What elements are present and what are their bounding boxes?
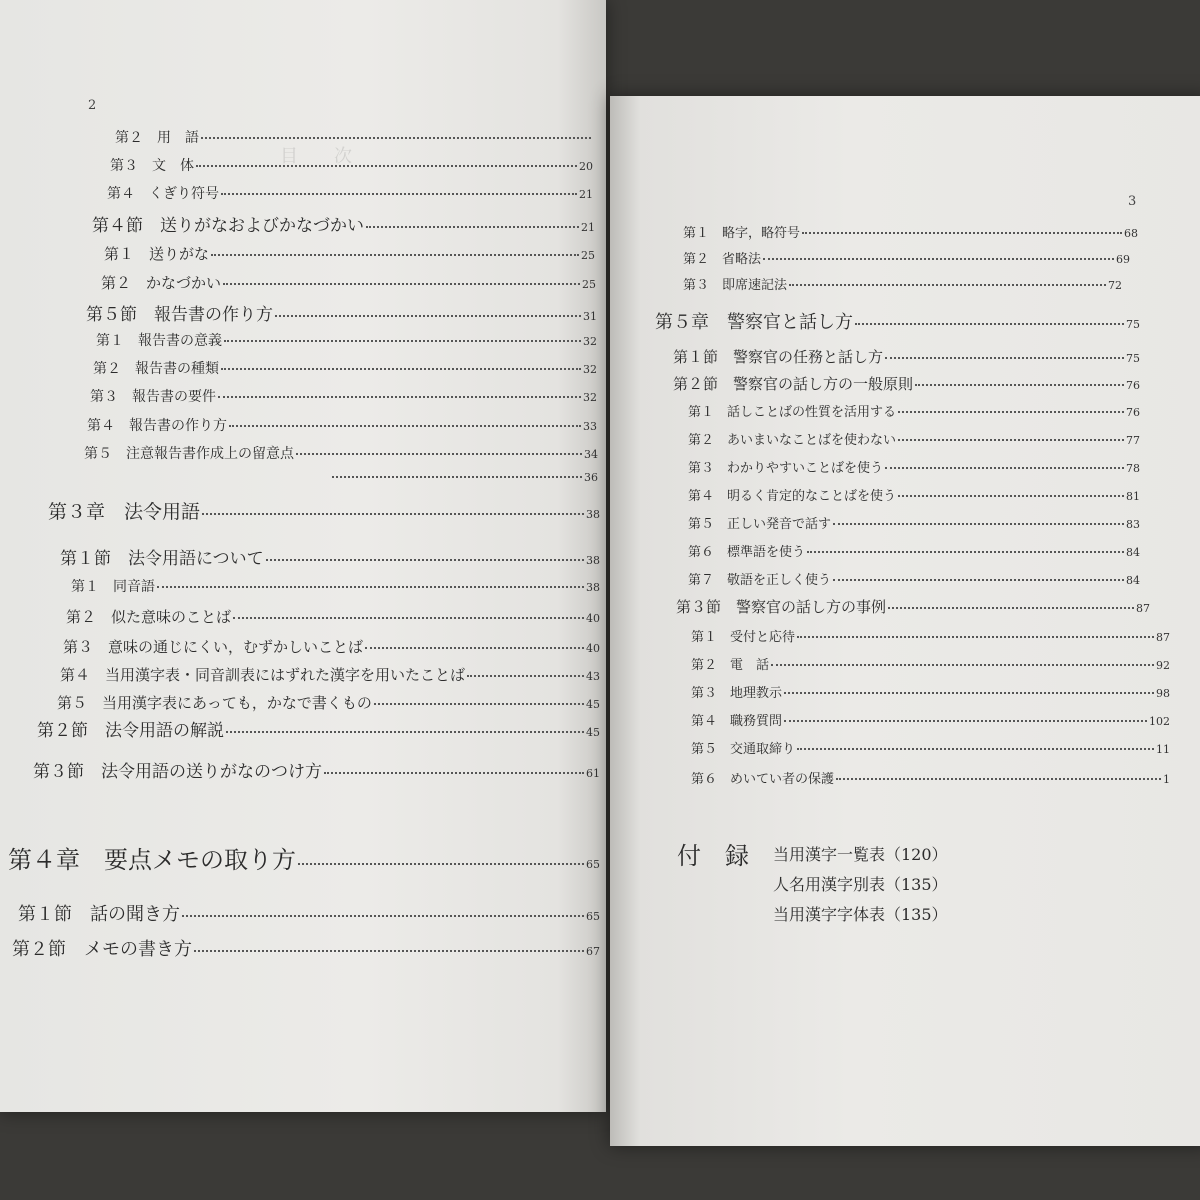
leader-dots — [915, 384, 1124, 386]
toc-entry-page: 21 — [579, 188, 593, 201]
leader-dots — [898, 411, 1124, 413]
toc-entry-label: 第４ 明るく肯定的なことばを使う — [688, 489, 897, 504]
toc-entry — [688, 541, 1140, 560]
leader-dots — [789, 284, 1106, 286]
toc-entry-page: 32 — [583, 391, 597, 404]
toc-entry-label: 第２ 報告書の種類 — [93, 361, 219, 377]
toc-entry — [688, 457, 1140, 476]
toc-entry-label: 第２ 似た意味のことば — [66, 608, 232, 626]
toc-entry-label: 第１節 法令用語について — [60, 549, 264, 569]
toc-entry-page: 65 — [586, 910, 600, 923]
appendix-item: 当用漢字字体表（135） — [773, 905, 948, 924]
toc-entry-page: 32 — [583, 363, 597, 376]
toc-entry — [60, 544, 600, 569]
leader-dots — [833, 579, 1124, 581]
toc-entry — [37, 716, 600, 741]
toc-entry — [92, 211, 595, 236]
toc-entry-page: 38 — [586, 554, 600, 567]
toc-entry-page: 68 — [1124, 227, 1138, 240]
toc-entry-page: 25 — [581, 249, 595, 262]
toc-entry-label: 第６ 標準語を使う — [688, 545, 806, 560]
toc-entry — [107, 183, 593, 203]
toc-entry — [673, 346, 1140, 367]
toc-entry-page: 33 — [583, 420, 597, 433]
toc-entry — [688, 401, 1140, 420]
toc-entry-label: 第１ 同音語 — [71, 579, 155, 595]
leader-dots — [332, 476, 582, 478]
toc-entry-label: 第３ 地理教示 — [691, 686, 783, 701]
toc-entry-page: 21 — [581, 221, 595, 234]
toc-entry — [18, 900, 600, 926]
toc-entry-page: 1 — [1163, 773, 1170, 786]
leader-dots — [784, 692, 1154, 694]
toc-entry-page: 61 — [586, 767, 600, 780]
toc-entry — [84, 443, 598, 463]
toc-entry-page: 72 — [1108, 279, 1122, 292]
toc-entry-page: 38 — [586, 508, 600, 521]
leader-dots — [196, 165, 577, 167]
leader-dots — [784, 720, 1147, 722]
toc-entry-label: 第２ かなづかい — [101, 274, 222, 292]
bleed-through-text: 目 次 — [280, 146, 352, 167]
toc-entry-label: 第１ 送りがな — [104, 245, 210, 263]
toc-entry-page: 31 — [583, 310, 597, 323]
leader-dots — [157, 586, 584, 588]
toc-entry-label: 第２ あいまいなことばを使わない — [688, 433, 897, 448]
leader-dots — [202, 513, 584, 515]
toc-entry — [691, 626, 1170, 645]
toc-entry-label: 第２節 法令用語の解説 — [37, 721, 224, 741]
leader-dots — [888, 607, 1134, 609]
toc-entry-label: 第５ 正しい発音で話す — [688, 517, 832, 532]
leader-dots — [221, 193, 577, 195]
toc-entry-page: 76 — [1126, 379, 1140, 392]
leader-dots — [836, 778, 1161, 780]
toc-entry-page: 69 — [1116, 253, 1130, 266]
toc-entry-label: 第１節 警察官の任務と話し方 — [673, 348, 884, 366]
toc-entry-label: 第４ くぎり符号 — [107, 186, 219, 202]
toc-entry-page: 77 — [1126, 434, 1140, 447]
leader-dots — [797, 636, 1154, 638]
toc-entry-label: 第２ 電 話 — [691, 658, 770, 673]
leader-dots — [296, 453, 582, 455]
leader-dots — [807, 551, 1124, 553]
leader-dots — [374, 703, 584, 705]
toc-entry — [330, 471, 598, 484]
leader-dots — [365, 647, 584, 649]
leader-dots — [229, 425, 581, 427]
toc-entry — [691, 682, 1170, 701]
toc-entry-page: 43 — [586, 670, 600, 683]
leader-dots — [223, 283, 580, 285]
toc-entry — [71, 576, 600, 596]
toc-entry — [101, 272, 596, 293]
right-page — [610, 96, 1200, 1146]
leader-dots — [211, 254, 579, 256]
toc-entry — [688, 429, 1140, 448]
leader-dots — [855, 323, 1124, 325]
leader-dots — [182, 915, 584, 917]
toc-entry-label: 第４章 要点メモの取り方 — [8, 846, 296, 874]
toc-entry — [691, 738, 1170, 757]
toc-entry — [688, 485, 1140, 504]
toc-entry-page: 25 — [582, 278, 596, 291]
leader-dots — [226, 731, 584, 733]
toc-entry-page: 36 — [584, 471, 598, 484]
toc-entry-label: 第２ 省略法 — [683, 252, 762, 267]
toc-entry-label: 第５章 警察官と話し方 — [655, 312, 853, 333]
toc-entry-label: 第３ 文 体 — [110, 158, 194, 174]
toc-entry — [683, 274, 1122, 293]
toc-entry-label: 第７ 敬語を正しく使う — [688, 573, 832, 588]
toc-entry-label: 第１節 話の聞き方 — [18, 904, 180, 925]
leader-dots — [194, 950, 584, 952]
toc-entry-label: 第６ めいてい者の保護 — [691, 772, 835, 787]
toc-entry — [691, 654, 1170, 673]
toc-entry-page: 87 — [1136, 602, 1150, 615]
leader-dots — [221, 368, 581, 370]
toc-entry-page: 40 — [586, 642, 600, 655]
leader-dots — [885, 467, 1124, 469]
toc-entry — [115, 127, 593, 147]
leader-dots — [771, 664, 1154, 666]
leader-dots — [366, 226, 579, 228]
toc-entry-page: 78 — [1126, 462, 1140, 475]
toc-entry-page: 75 — [1126, 352, 1140, 365]
toc-entry-page: 38 — [586, 581, 600, 594]
toc-entry — [66, 606, 600, 627]
toc-entry-label: 第５ 当用漢字表にあっても，かなで書くもの — [57, 694, 372, 712]
toc-entry-label: 第１ 話しことばの性質を活用する — [688, 405, 897, 420]
toc-entry-label: 第４ 報告書の作り方 — [87, 418, 227, 434]
toc-entry-label: 第４ 当用漢字表・同音訓表にはずれた漢字を用いたことば — [60, 666, 466, 684]
toc-entry-label: 第１ 受付と応待 — [691, 630, 796, 645]
toc-entry-label: 第２節 メモの書き方 — [12, 939, 192, 960]
leader-dots — [898, 439, 1124, 441]
leader-dots — [467, 675, 584, 677]
toc-entry-page: 76 — [1126, 406, 1140, 419]
leader-dots — [898, 495, 1124, 497]
toc-entry — [57, 692, 600, 713]
toc-entry — [691, 768, 1170, 787]
toc-entry-label: 第１ 報告書の意義 — [96, 333, 222, 349]
toc-entry-page: 45 — [586, 698, 600, 711]
toc-entry-page: 102 — [1149, 715, 1170, 728]
toc-entry — [86, 300, 597, 325]
toc-entry — [48, 497, 600, 524]
leader-dots — [224, 340, 581, 342]
toc-entry — [104, 243, 595, 264]
toc-entry-page: 83 — [1126, 518, 1140, 531]
leader-dots — [218, 396, 581, 398]
right-page-number: 3 — [1128, 194, 1137, 209]
appendix-item: 当用漢字一覧表（120） — [773, 845, 948, 864]
leader-dots — [833, 523, 1124, 525]
toc-entry-page: 92 — [1156, 659, 1170, 672]
toc-entry-label: 第３章 法令用語 — [48, 501, 201, 523]
toc-entry-page: 45 — [586, 726, 600, 739]
left-page-number: 2 — [88, 98, 97, 113]
toc-entry — [93, 358, 597, 378]
toc-entry — [676, 596, 1150, 617]
toc-entry-label: 第５ 注意報告書作成上の留意点 — [84, 446, 294, 462]
toc-entry — [110, 155, 593, 175]
toc-entry-label: 第３ 報告書の要件 — [90, 389, 216, 405]
leader-dots — [298, 863, 584, 865]
toc-entry-page: 75 — [1126, 318, 1140, 331]
toc-entry-label: 第４ 職務質問 — [691, 714, 783, 729]
toc-entry-label: 第３節 警察官の話し方の事例 — [676, 598, 887, 616]
toc-entry-page: 87 — [1156, 631, 1170, 644]
toc-entry — [8, 840, 600, 875]
toc-entry-page: 11 — [1156, 743, 1170, 756]
leader-dots — [233, 617, 584, 619]
toc-entry-label: 第５節 報告書の作り方 — [86, 305, 273, 325]
toc-entry — [63, 636, 600, 657]
toc-entry-label: 第３ わかりやすいことばを使う — [688, 461, 884, 476]
toc-entry-label: 第５ 交通取締り — [691, 742, 796, 757]
toc-entry-page: 40 — [586, 612, 600, 625]
toc-entry-label: 第３ 意味の通じにくい，むずかしいことば — [63, 638, 364, 656]
leader-dots — [802, 232, 1122, 234]
leader-dots — [201, 137, 591, 139]
toc-entry — [688, 513, 1140, 532]
appendix-heading: 付 録 — [677, 842, 749, 870]
toc-entry-label: 第２ 用 語 — [115, 130, 199, 146]
toc-entry-label: 第１ 略字，略符号 — [683, 226, 801, 241]
toc-entry — [33, 757, 600, 782]
toc-entry-page: 65 — [586, 858, 600, 871]
toc-entry-page: 32 — [583, 335, 597, 348]
toc-entry-page: 98 — [1156, 687, 1170, 700]
toc-entry-page: 84 — [1126, 574, 1140, 587]
toc-entry-label: 第４節 送りがなおよびかなづかい — [92, 216, 364, 236]
toc-entry — [90, 386, 597, 406]
toc-entry — [673, 373, 1140, 394]
toc-entry — [87, 415, 597, 435]
toc-entry — [12, 935, 600, 961]
toc-entry-page: 84 — [1126, 546, 1140, 559]
toc-entry — [691, 710, 1170, 729]
toc-entry-label: 第２節 警察官の話し方の一般原則 — [673, 375, 914, 393]
toc-entry-page: 67 — [586, 945, 600, 958]
toc-entry — [683, 248, 1130, 267]
leader-dots — [324, 772, 584, 774]
toc-entry-label: 第３ 即席速記法 — [683, 278, 788, 293]
leader-dots — [797, 748, 1154, 750]
toc-entry — [683, 222, 1138, 241]
toc-entry-label: 第３節 法令用語の送りがなのつけ方 — [33, 762, 322, 782]
toc-entry — [655, 308, 1140, 334]
toc-entry-page: 34 — [584, 448, 598, 461]
appendix-item: 人名用漢字別表（135） — [773, 875, 948, 894]
left-page — [0, 0, 606, 1112]
leader-dots — [275, 315, 581, 317]
toc-entry — [60, 664, 600, 685]
toc-entry — [688, 569, 1140, 588]
toc-entry-page: 20 — [579, 160, 593, 173]
leader-dots — [763, 258, 1114, 260]
toc-entry-page: 81 — [1126, 490, 1140, 503]
leader-dots — [266, 559, 584, 561]
leader-dots — [885, 357, 1124, 359]
toc-entry — [96, 330, 597, 350]
